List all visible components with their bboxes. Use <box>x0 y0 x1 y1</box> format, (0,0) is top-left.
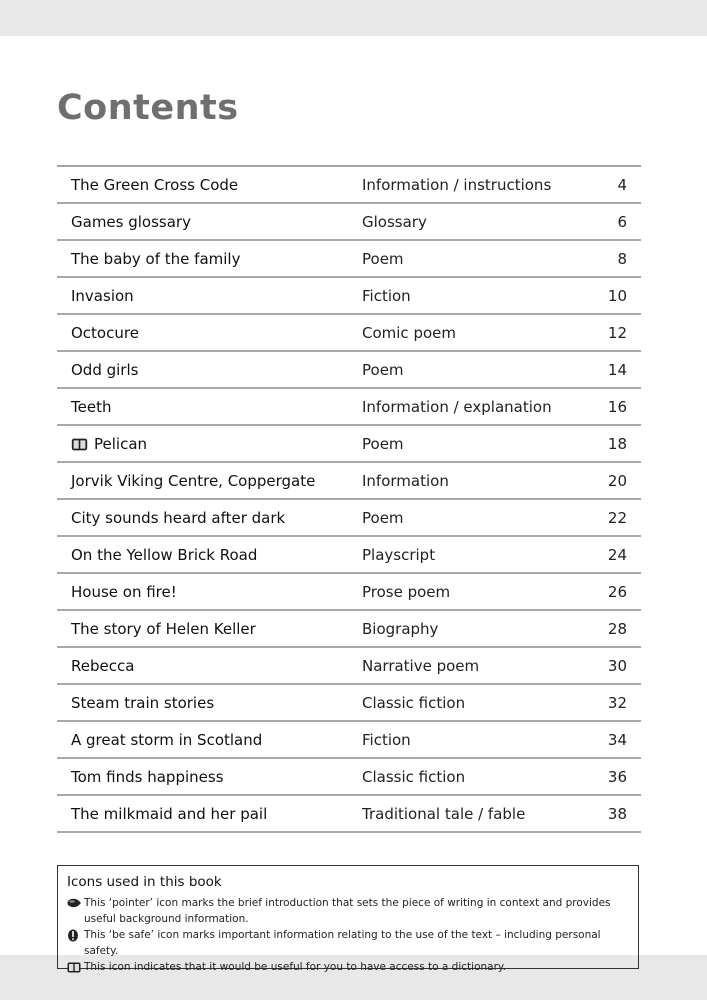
toc-title <box>57 361 362 379</box>
legend-text-dictionary: This icon indicates that it would be useful for you to have access to a dictionary. <box>84 961 506 973</box>
toc-genre: Information <box>362 471 449 490</box>
toc-genre: Information / explanation <box>362 397 552 416</box>
be-safe-icon <box>67 927 84 943</box>
toc-page-number: 22 <box>607 508 627 527</box>
legend-item-pointer <box>67 895 629 927</box>
toc-page-number: 26 <box>607 582 627 601</box>
toc-title <box>57 805 362 823</box>
toc-title <box>57 694 362 712</box>
toc-title <box>57 657 362 675</box>
pointer-icon <box>67 895 84 911</box>
toc-page-number: 24 <box>607 545 627 564</box>
toc-title <box>57 509 362 527</box>
toc-genre: Poem <box>362 434 404 453</box>
toc-page-number: 28 <box>607 619 627 638</box>
toc-genre: Prose poem <box>362 582 451 601</box>
toc-title <box>57 546 362 564</box>
toc-page-number: 6 <box>617 212 627 231</box>
toc-page-number: 34 <box>607 730 627 749</box>
toc-page-number: 20 <box>607 471 627 490</box>
toc-genre: Classic fiction <box>362 693 466 712</box>
toc-row-11 <box>57 537 641 574</box>
toc-row-7 <box>57 389 641 426</box>
toc-row-12 <box>57 574 641 611</box>
toc-title <box>57 398 362 416</box>
toc-page-number: 18 <box>607 434 627 453</box>
toc-row-9 <box>57 463 641 500</box>
toc-title <box>57 176 362 194</box>
toc-title-text: House on fire! <box>71 582 177 601</box>
toc-row-2 <box>57 204 641 241</box>
toc-row-18 <box>57 796 641 833</box>
toc-title-text: Odd girls <box>71 360 139 379</box>
toc-genre: Comic poem <box>362 323 456 342</box>
contents-table <box>57 165 641 833</box>
toc-title <box>57 324 362 342</box>
toc-title-text: City sounds heard after dark <box>71 508 286 527</box>
toc-title-text: A great storm in Scotland <box>71 730 263 749</box>
icons-legend-box <box>57 865 639 973</box>
toc-page-number: 36 <box>607 767 627 786</box>
toc-row-13 <box>57 611 641 648</box>
toc-title-text: Teeth <box>71 397 112 416</box>
toc-title-text: The story of Helen Keller <box>71 619 256 638</box>
toc-row-3 <box>57 241 641 278</box>
toc-genre: Fiction <box>362 286 411 305</box>
toc-title-text: The baby of the family <box>71 249 241 268</box>
toc-genre: Traditional tale / fable <box>362 804 526 823</box>
legend-item-be-safe <box>67 927 629 959</box>
toc-title-text: The Green Cross Code <box>71 175 239 194</box>
toc-title <box>57 583 362 601</box>
toc-title-text: Games glossary <box>71 212 191 231</box>
toc-page-number: 8 <box>617 249 627 268</box>
legend-item-dictionary <box>67 959 629 975</box>
toc-title <box>57 250 362 268</box>
toc-genre: Poem <box>362 360 404 379</box>
toc-title-text: Jorvik Viking Centre, Coppergate <box>71 471 316 490</box>
toc-page-number: 38 <box>607 804 627 823</box>
toc-row-1 <box>57 167 641 204</box>
toc-title-text: Steam train stories <box>71 693 215 712</box>
toc-title-text: The milkmaid and her pail <box>71 804 268 823</box>
toc-row-5 <box>57 315 641 352</box>
toc-title-text: Octocure <box>71 323 139 342</box>
toc-page-number: 4 <box>617 175 627 194</box>
toc-page-number: 14 <box>607 360 627 379</box>
toc-genre: Biography <box>362 619 439 638</box>
dictionary-book-icon <box>71 437 88 450</box>
dictionary-book-icon <box>67 959 84 975</box>
toc-page-number: 32 <box>607 693 627 712</box>
page <box>0 36 707 973</box>
toc-genre: Poem <box>362 249 404 268</box>
toc-genre: Classic fiction <box>362 767 466 786</box>
toc-row-16 <box>57 722 641 759</box>
toc-genre: Glossary <box>362 212 427 231</box>
toc-title <box>57 731 362 749</box>
toc-genre: Narrative poem <box>362 656 480 675</box>
toc-page-number: 30 <box>607 656 627 675</box>
toc-page-number: 12 <box>607 323 627 342</box>
legend-text-pointer: This ‘pointer’ icon marks the brief introduction that sets the piece of writing in context and provides useful background information. <box>84 897 611 925</box>
toc-page-number: 10 <box>607 286 627 305</box>
toc-genre: Playscript <box>362 545 436 564</box>
toc-title <box>57 213 362 231</box>
toc-row-15 <box>57 685 641 722</box>
toc-genre: Fiction <box>362 730 411 749</box>
toc-row-6 <box>57 352 641 389</box>
toc-title <box>57 768 362 786</box>
toc-title <box>57 472 362 490</box>
toc-title-text: Pelican <box>94 434 148 453</box>
toc-title-text: Tom finds happiness <box>71 767 224 786</box>
toc-title <box>57 435 362 453</box>
toc-title-text: On the Yellow Brick Road <box>71 545 258 564</box>
toc-row-4 <box>57 278 641 315</box>
toc-row-17 <box>57 759 641 796</box>
toc-title <box>57 287 362 305</box>
toc-row-14 <box>57 648 641 685</box>
legend-text-be-safe: This ‘be safe’ icon marks important information relating to the use of the text – including personal safety. <box>84 929 601 957</box>
toc-genre: Poem <box>362 508 404 527</box>
toc-row-10 <box>57 500 641 537</box>
toc-genre: Information / instructions <box>362 175 552 194</box>
page-title: Contents <box>57 88 239 128</box>
icons-legend-heading: Icons used in this book <box>67 874 222 890</box>
toc-title <box>57 620 362 638</box>
toc-title-text: Rebecca <box>71 656 135 675</box>
toc-page-number: 16 <box>607 397 627 416</box>
toc-row-8 <box>57 426 641 463</box>
toc-title-text: Invasion <box>71 286 134 305</box>
